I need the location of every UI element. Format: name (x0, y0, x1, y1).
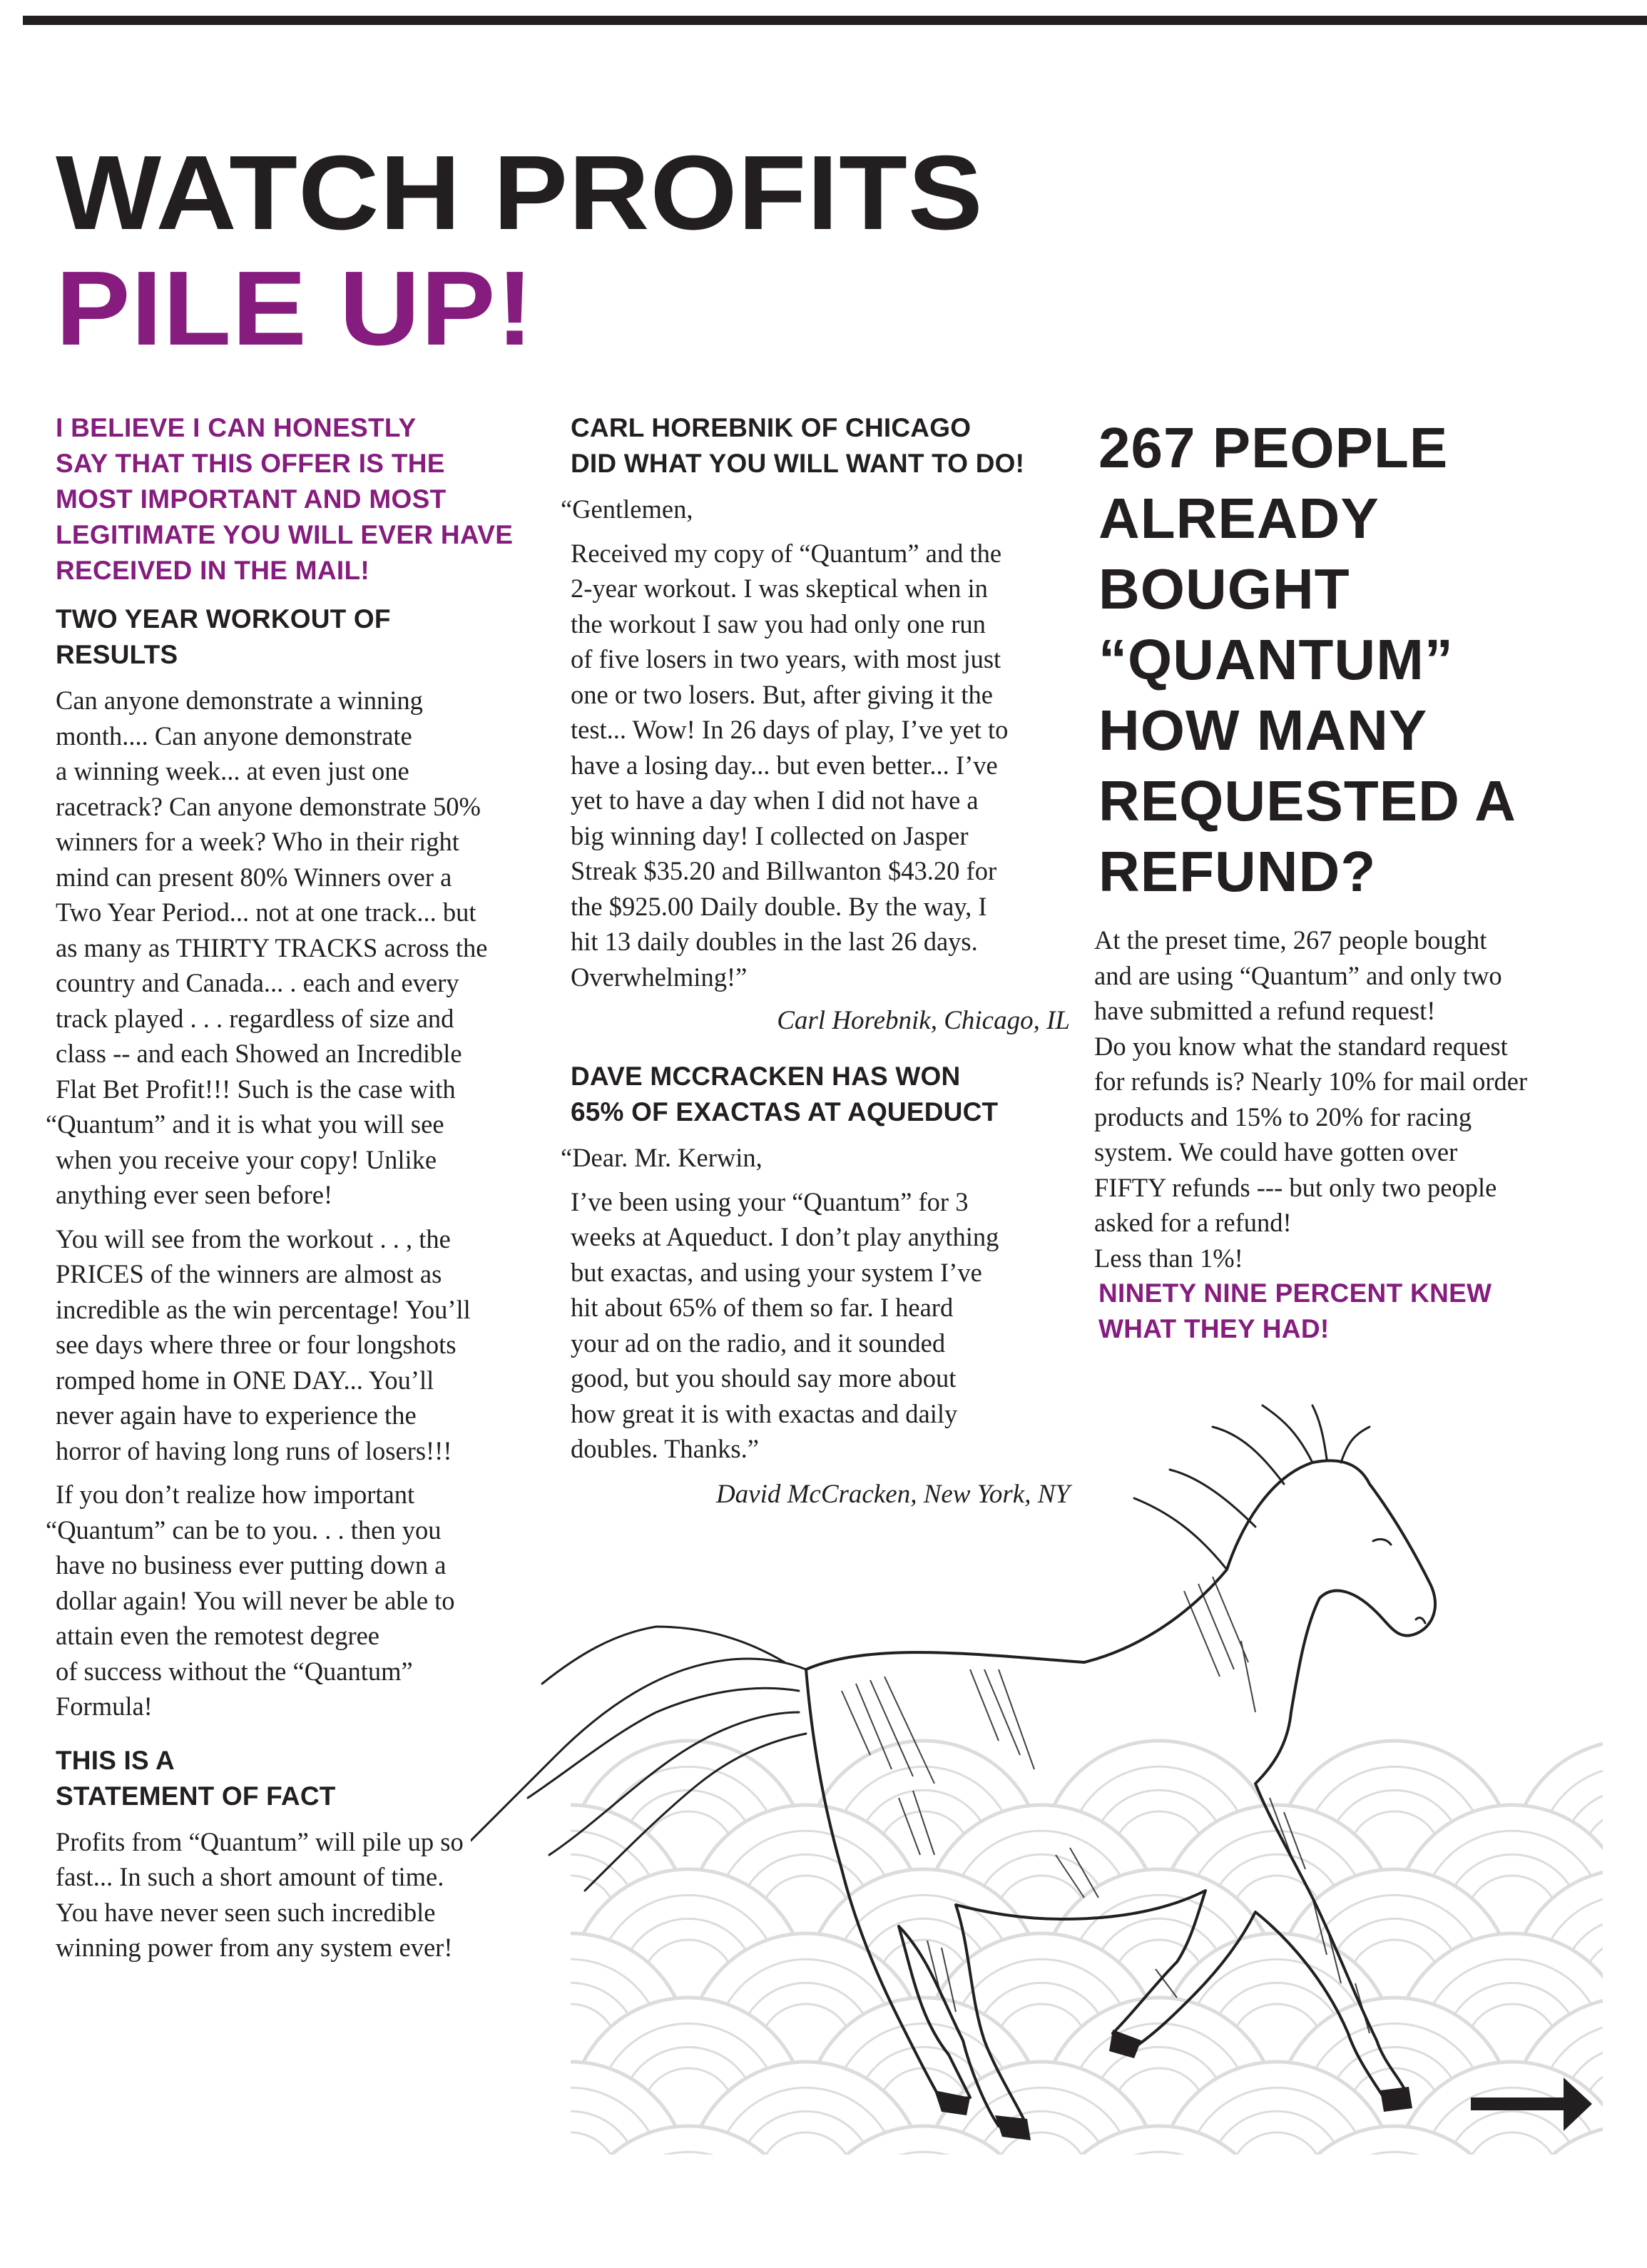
text-line: products and 15% to 20% for racing (1094, 1102, 1472, 1132)
intro-kicker (56, 410, 555, 589)
text-line: and are using “Quantum” and only two (1094, 960, 1502, 990)
text-line: see days where three or four longshots (56, 1330, 457, 1359)
text-line: asked for a refund! (1094, 1208, 1292, 1237)
subhead-two-year-workout (56, 601, 555, 673)
text-line: as many as THIRTY TRACKS across the (56, 932, 488, 962)
text-line: LEGITIMATE YOU WILL EVER HAVE (56, 520, 514, 549)
text-line: Streak $35.20 and Billwanton $43.20 for (571, 856, 997, 885)
text-line: the workout I saw you had only one run (571, 609, 986, 639)
text-line: big winning day! I collected on Jasper (571, 820, 969, 850)
text-line: “Quantum” and it is what you will see (46, 1109, 444, 1139)
text-line: I BELIEVE I CAN HONESTLY (56, 413, 417, 442)
text-line: test... Wow! In 26 days of play, I’ve yet to (571, 715, 1009, 744)
next-page-arrow-icon[interactable] (1471, 2078, 1592, 2131)
text-line: one or two losers. But, after giving it the (571, 679, 994, 709)
column-right (1094, 412, 1598, 1347)
text-line: track played . . . regardless of size and (56, 1003, 454, 1033)
text-line: your ad on the radio, and it sounded (571, 1328, 946, 1358)
text-line: but exactas, and using your system I’ve (571, 1257, 982, 1287)
text-line: WHAT THEY HAD! (1098, 1314, 1330, 1343)
text-line: country and Canada... . each and every (56, 968, 459, 997)
text-line: hit 13 daily doubles in the last 26 days. (571, 927, 978, 956)
paragraph-winning-month (46, 683, 555, 1213)
text-line: a winning week... at even just one (56, 756, 409, 785)
column-middle (561, 410, 1070, 1512)
testimonial-salutation: “Gentlemen, (561, 494, 693, 524)
text-line: RESULTS (56, 640, 178, 669)
testimonial-signature: Carl Horebnik, Chicago, IL (777, 1006, 1070, 1035)
text-line: Overwhelming!” (571, 962, 748, 992)
text-line: Formula! (56, 1692, 153, 1721)
text-line: NINETY NINE PERCENT KNEW (1098, 1278, 1492, 1308)
testimonial-body (571, 536, 1070, 995)
refund-paragraph (1094, 922, 1598, 1276)
text-line: 65% OF EXACTAS AT AQUEDUCT (571, 1097, 999, 1127)
text-line: “Quantum” can be to you. . . then you (46, 1515, 442, 1545)
text-line: of success without the “Quantum” (56, 1656, 413, 1686)
text-line: hit about 65% of them so far. I heard (571, 1293, 954, 1322)
text-line: Received my copy of “Quantum” and the (571, 538, 1002, 568)
page-headline (56, 136, 984, 367)
closing-statement (1098, 1276, 1598, 1347)
text-line: DAVE MCCRACKEN HAS WON (571, 1062, 961, 1091)
text-line: I’ve been using your “Quantum” for 3 (571, 1186, 969, 1216)
text-line: “QUANTUM” (1098, 628, 1454, 691)
text-line: Profits from “Quantum” will pile up so (56, 1826, 464, 1856)
text-line: class -- and each Showed an Incredible (56, 1039, 462, 1068)
text-line: At the preset time, 267 people bought (1094, 925, 1487, 955)
text-line: MOST IMPORTANT AND MOST (56, 484, 447, 514)
text-line: anything ever seen before! (56, 1180, 333, 1209)
text-line: HOW MANY (1098, 698, 1428, 762)
text-line: ALREADY (1098, 487, 1380, 550)
text-line: You have never seen such incredible (56, 1897, 436, 1927)
horse-outline (471, 1405, 1435, 2126)
text-line: how great it is with exactas and daily (571, 1398, 958, 1428)
text-line: fast... In such a short amount of time. (56, 1862, 444, 1891)
text-line: good, but you should say more about (571, 1363, 957, 1393)
text-line: BOUGHT (1098, 557, 1350, 621)
testimonial-carl (561, 410, 1070, 1039)
text-line: of five losers in two years, with most just (571, 644, 1001, 673)
refund-question-heading (1098, 412, 1598, 907)
text-line: If you don’t realize how important (56, 1480, 415, 1509)
text-line: PRICES of the winners are almost as (56, 1259, 442, 1288)
text-line: month.... Can anyone demonstrate (56, 721, 412, 751)
text-line: 2-year workout. I was skeptical when in (571, 574, 988, 603)
text-line: Flat Bet Profit!!! Such is the case with (56, 1074, 456, 1104)
text-line: DID WHAT YOU WILL WANT TO DO! (571, 449, 1025, 478)
text-line: weeks at Aqueduct. I don’t play anything (571, 1222, 999, 1251)
text-line: REQUESTED A (1098, 769, 1516, 833)
horse-hatching (842, 1577, 1370, 2033)
text-line: Can anyone demonstrate a winning (56, 686, 423, 715)
text-line: TWO YEAR WORKOUT OF (56, 604, 391, 634)
text-line: system. We could have gotten over (1094, 1137, 1458, 1166)
testimonial-heading (571, 1059, 1070, 1130)
text-line: dollar again! You will never be able to (56, 1585, 455, 1615)
text-line: have submitted a refund request! (1094, 996, 1436, 1025)
text-line: Less than 1%! (1094, 1243, 1243, 1273)
text-line: incredible as the win percentage! You’ll (56, 1294, 471, 1324)
text-line: attain even the remotest degree (56, 1621, 380, 1650)
text-line: Do you know what the standard request (1094, 1031, 1508, 1061)
text-line: racetrack? Can anyone demonstrate 50% (56, 791, 481, 821)
text-line: mind can present 80% Winners over a (56, 862, 452, 892)
text-line: romped home in ONE DAY... You’ll (56, 1365, 434, 1395)
text-line: never again have to experience the (56, 1400, 417, 1430)
testimonial-signature: David McCracken, New York, NY (715, 1479, 1070, 1509)
text-line: horror of having long runs of losers!!! (56, 1435, 452, 1465)
text-line: Two Year Period... not at one track... but (56, 897, 476, 927)
headline-line-1: WATCH PROFITS (56, 134, 984, 252)
text-line: the $925.00 Daily double. By the way, I (571, 891, 987, 921)
text-line: REFUND? (1098, 840, 1377, 903)
text-line: RECEIVED IN THE MAIL! (56, 556, 370, 585)
text-line: CARL HOREBNIK OF CHICAGO (571, 413, 972, 442)
text-line: 267 PEOPLE (1098, 416, 1449, 479)
text-line: for refunds is? Nearly 10% for mail order (1094, 1067, 1528, 1096)
text-line: winners for a week? Who in their right (56, 827, 459, 856)
testimonial-heading (571, 410, 1070, 482)
text-line: STATEMENT OF FACT (56, 1781, 336, 1811)
text-line: have no business ever putting down a (56, 1550, 447, 1580)
text-line: doubles. Thanks.” (571, 1434, 759, 1463)
galloping-horse-illustration (471, 1356, 1541, 2147)
text-line: have a losing day... but even better... I’ve (571, 750, 998, 780)
text-line: winning power from any system ever! (56, 1933, 453, 1962)
testimonial-salutation: “Dear. Mr. Kerwin, (561, 1143, 763, 1172)
headline-line-2: PILE UP! (56, 250, 534, 367)
text-line: FIFTY refunds --- but only two people (1094, 1172, 1497, 1202)
text-line: SAY THAT THIS OFFER IS THE (56, 449, 445, 478)
text-line: when you receive your copy! Unlike (56, 1144, 437, 1174)
text-line: yet to have a day when I did not have a (571, 785, 979, 815)
top-rule (23, 16, 1647, 25)
text-line: You will see from the workout . . , the (56, 1224, 451, 1253)
text-line: THIS IS A (56, 1745, 175, 1775)
